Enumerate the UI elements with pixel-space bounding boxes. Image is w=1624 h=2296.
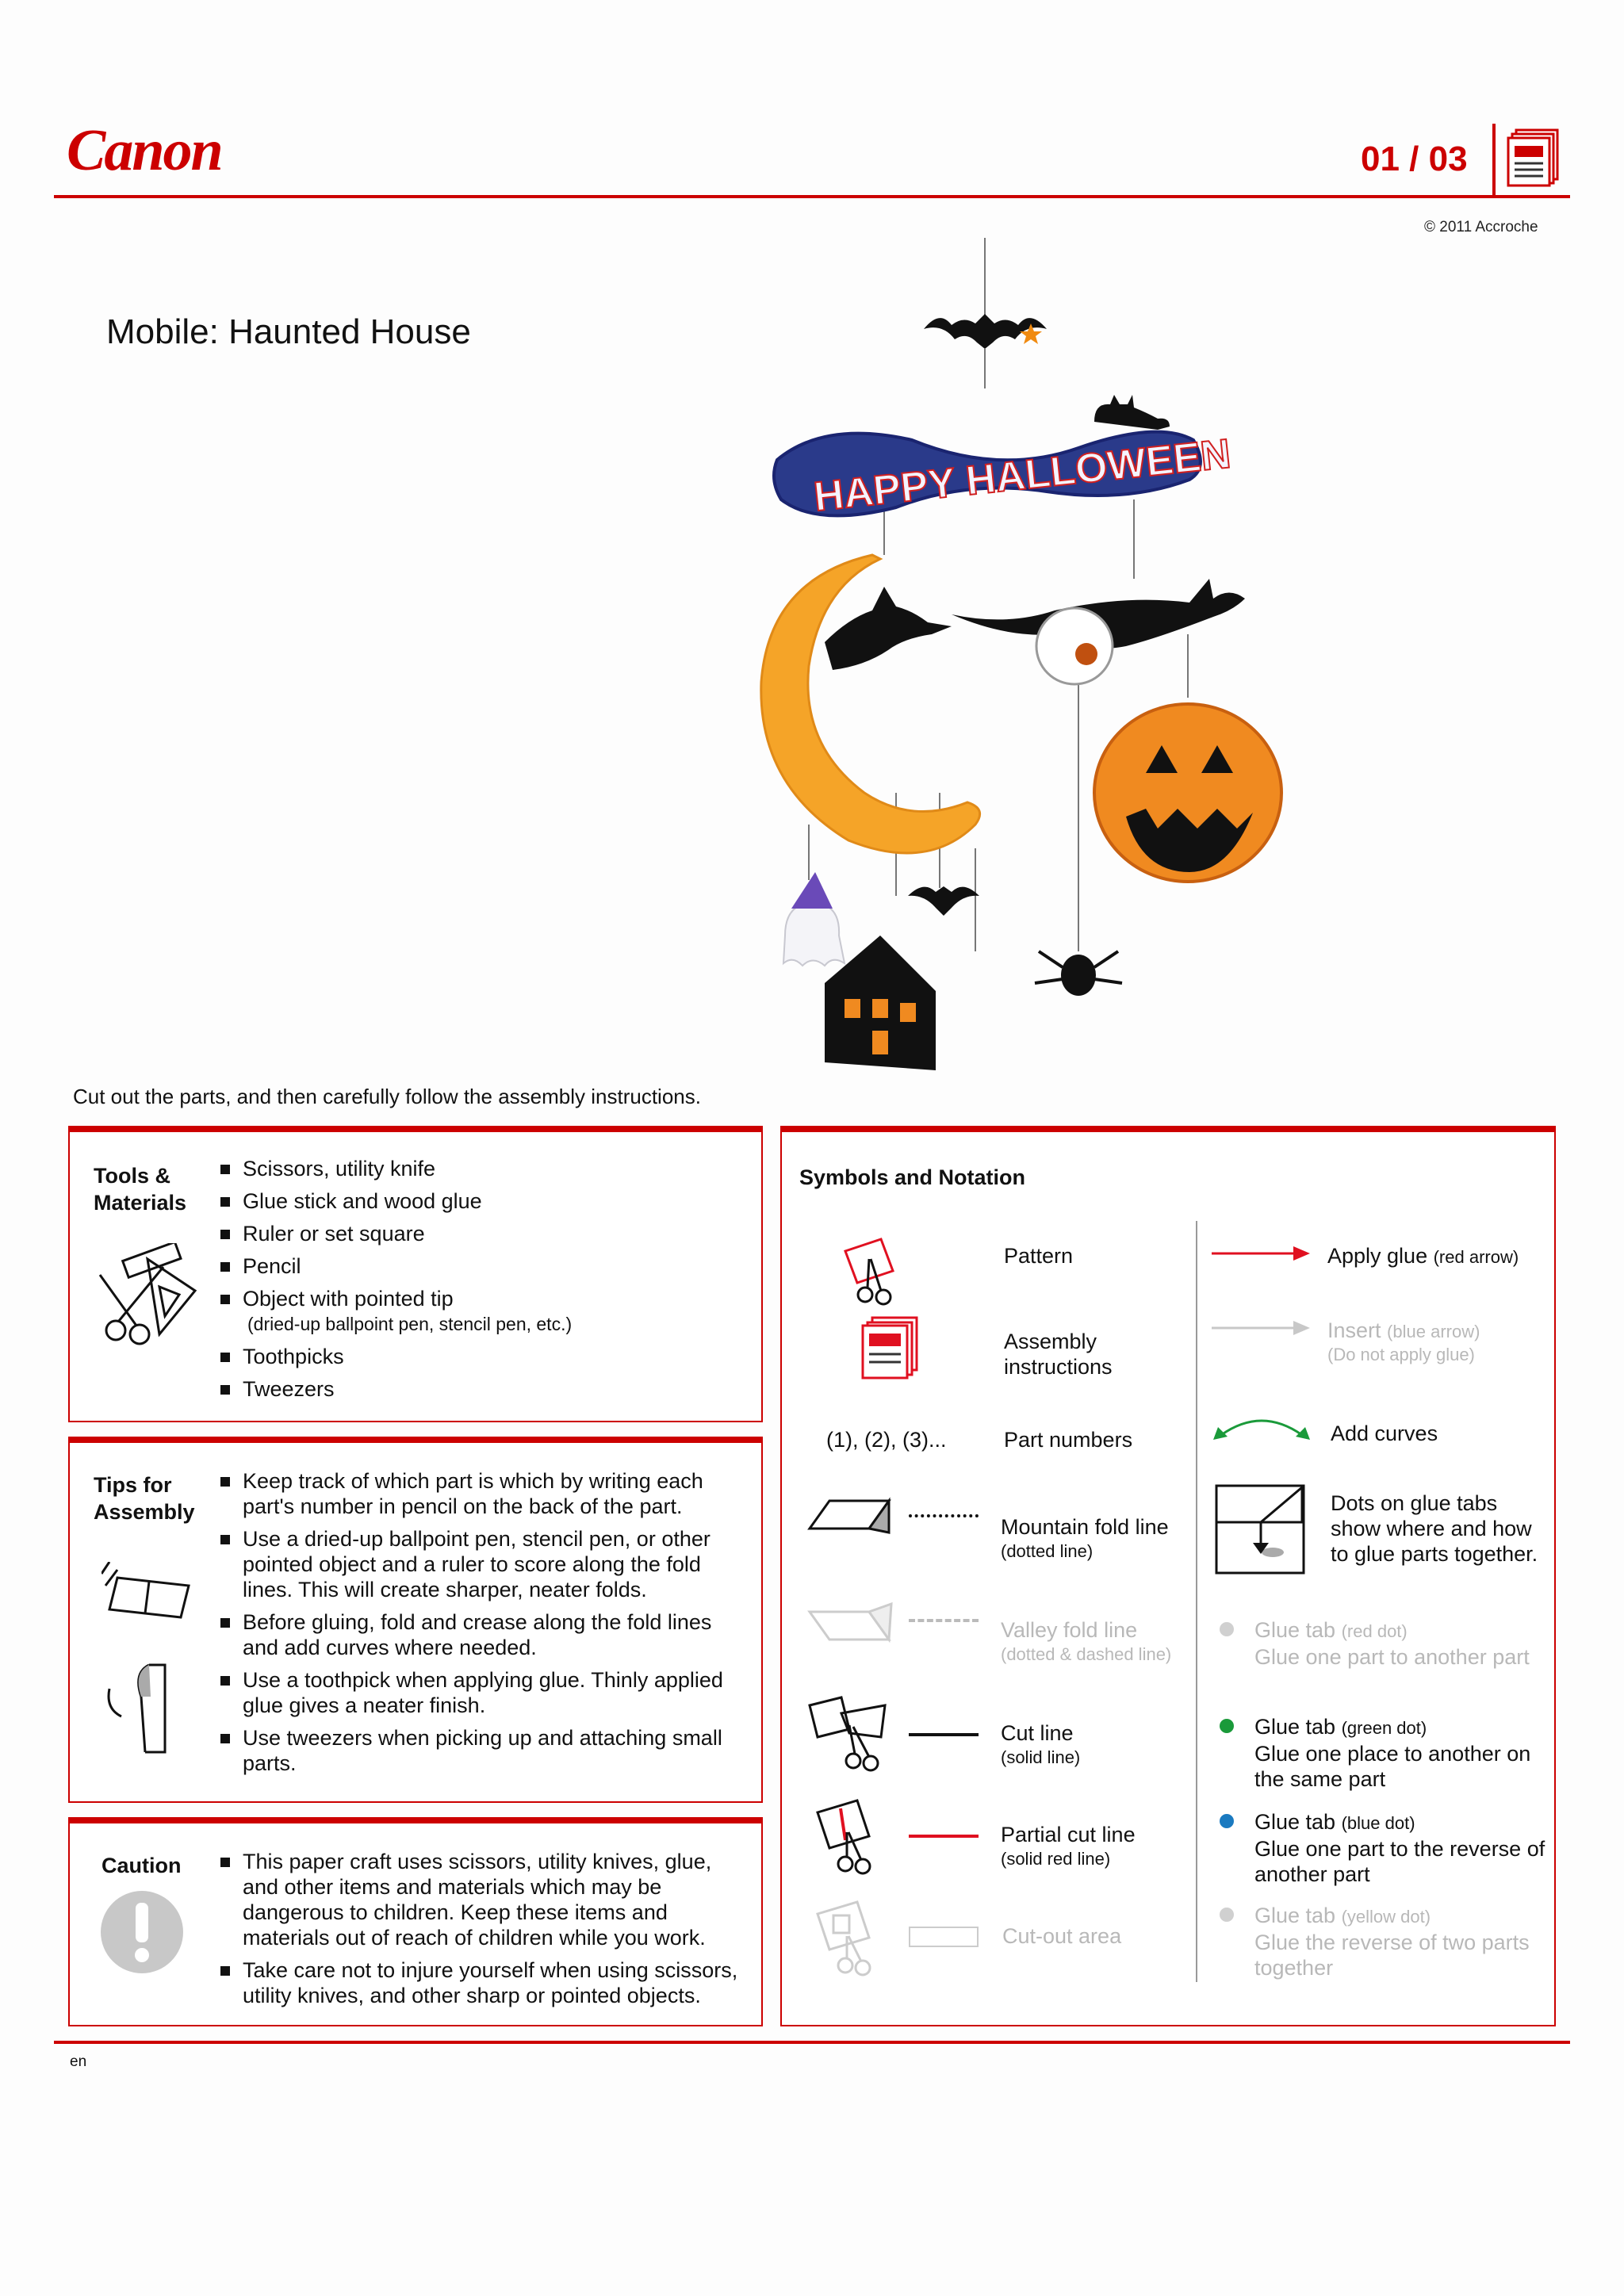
pattern-icon bbox=[837, 1235, 901, 1311]
list-item: Object with pointed tip (dried-up ballpoint pen, stencil pen, etc.) bbox=[220, 1286, 744, 1337]
symbols-heading: Symbols and Notation bbox=[799, 1165, 1026, 1189]
header-divider bbox=[1492, 124, 1496, 197]
assembly-instructions-icon[interactable] bbox=[1505, 127, 1562, 193]
mountain-fold-line bbox=[909, 1514, 979, 1517]
caution-heading: Caution bbox=[102, 1854, 182, 1877]
mountain-fold-label: Mountain fold line bbox=[1001, 1515, 1169, 1539]
insert-note: (Do not apply glue) bbox=[1327, 1345, 1475, 1364]
partial-cut-label: Partial cut line bbox=[1001, 1823, 1136, 1846]
banner-text: HAPPY HALLOWEEN bbox=[811, 430, 1233, 521]
add-curves-label: Add curves bbox=[1331, 1422, 1438, 1445]
list-item: Pencil bbox=[220, 1253, 744, 1279]
tools-materials-box bbox=[68, 1126, 763, 1422]
page-title: Mobile: Haunted House bbox=[106, 312, 471, 351]
list-item: Toothpicks bbox=[220, 1344, 744, 1369]
glue-dots-label: Dots on glue tabs show where and how to glue parts together. bbox=[1331, 1491, 1538, 1566]
list-item: This paper craft uses scissors, utility knives, glue, and other items and materials which may be dangerous to children. Keep these items and materials out of reach of children while you work. bbox=[220, 1849, 744, 1950]
cutout-label: Cut-out area bbox=[1002, 1924, 1122, 1948]
glue-tab-dots-icon bbox=[1213, 1483, 1308, 1582]
list-item: Keep track of which part is which by writing each part's number in pencil on the back of the part. bbox=[220, 1468, 744, 1519]
glue-tab-blue: Glue tab (blue dot) Glue one part to the reverse of another part bbox=[1254, 1810, 1545, 1886]
yellow-dot-icon bbox=[1220, 1908, 1234, 1922]
valley-fold-sub: (dotted & dashed line) bbox=[1001, 1644, 1172, 1664]
insert-sub: (blue arrow) bbox=[1387, 1322, 1480, 1341]
mountain-fold-sub: (dotted line) bbox=[1001, 1541, 1094, 1561]
caution-box bbox=[68, 1817, 763, 2026]
tips-list bbox=[220, 1468, 744, 1783]
list-item: Use a dried-up ballpoint pen, stencil pen, or other pointed object and a ruler to score along the fold lines. This will create sharper, neater folds. bbox=[220, 1526, 744, 1602]
list-item: Use a toothpick when applying glue. Thinly applied glue gives a neater finish. bbox=[220, 1667, 744, 1718]
list-item: Take care not to injure yourself when using scissors, utility knives, and other sharp or pointed objects. bbox=[220, 1957, 744, 2008]
blue-arrow-icon bbox=[1210, 1316, 1313, 1344]
green-dot-icon bbox=[1220, 1719, 1234, 1733]
list-item: Use tweezers when picking up and attaching small parts. bbox=[220, 1725, 744, 1776]
valley-fold-label: Valley fold line bbox=[1001, 1618, 1138, 1642]
apply-glue-label: Apply glue (red arrow) bbox=[1327, 1244, 1519, 1268]
language-code: en bbox=[70, 2053, 87, 2070]
tips-assembly-box bbox=[68, 1437, 763, 1803]
tools-heading: Tools & Materials bbox=[94, 1164, 187, 1215]
partial-cut-sub: (solid red line) bbox=[1001, 1849, 1111, 1869]
list-item: Glue stick and wood glue bbox=[220, 1188, 744, 1214]
tools-icon bbox=[84, 1243, 203, 1350]
apply-glue-sub: (red arrow) bbox=[1433, 1247, 1519, 1267]
scoring-icon bbox=[102, 1562, 197, 1629]
cutout-area-swatch bbox=[909, 1927, 979, 1947]
footer-rule bbox=[54, 2041, 1570, 2044]
list-item: Tweezers bbox=[220, 1376, 744, 1402]
tools-list bbox=[220, 1156, 744, 1409]
page-indicator: 01 / 03 bbox=[1361, 140, 1468, 178]
yellow-dot-icon-red bbox=[1220, 1622, 1234, 1636]
valley-fold-icon bbox=[806, 1600, 893, 1651]
folding-icon bbox=[102, 1649, 189, 1764]
halloween-mobile-illustration bbox=[714, 238, 1300, 1098]
insert-label: Insert (blue arrow) bbox=[1327, 1318, 1480, 1342]
glue-tab-red: Glue tab (red dot) Glue one part to another part bbox=[1254, 1618, 1530, 1669]
glue-tab-green: Glue tab (green dot) Glue one place to another on the same part bbox=[1254, 1715, 1531, 1791]
blue-dot-icon bbox=[1220, 1814, 1234, 1828]
cut-line bbox=[909, 1733, 979, 1736]
part-numbers-symbol: (1), (2), (3)... bbox=[826, 1428, 947, 1452]
exclamation-icon bbox=[98, 1888, 186, 1980]
cut-line-label: Cut line bbox=[1001, 1721, 1074, 1745]
intro-text: Cut out the parts, and then carefully follow the assembly instructions. bbox=[73, 1085, 701, 1108]
glue-tab-yellow: Glue tab (yellow dot) Glue the reverse of two parts together bbox=[1254, 1904, 1530, 1980]
partial-cut-line bbox=[909, 1835, 979, 1838]
cut-line-sub: (solid line) bbox=[1001, 1747, 1081, 1767]
assembly-label: Assembly instructions bbox=[1004, 1330, 1113, 1379]
red-arrow-icon bbox=[1210, 1242, 1313, 1269]
part-numbers-label: Part numbers bbox=[1004, 1428, 1133, 1452]
list-item: Scissors, utility knife bbox=[220, 1156, 744, 1181]
copyright: © 2011 Accroche bbox=[1424, 219, 1538, 235]
list-item: Before gluing, fold and crease along the fold lines and add curves where needed. bbox=[220, 1609, 744, 1660]
curve-arrow-icon bbox=[1210, 1408, 1313, 1448]
assembly-doc-icon bbox=[861, 1316, 921, 1383]
symbols-divider bbox=[1196, 1221, 1197, 1982]
tips-heading: Tips for Assembly bbox=[94, 1473, 195, 1524]
cut-scissors-icon bbox=[806, 1693, 893, 1777]
pattern-label: Pattern bbox=[1004, 1244, 1074, 1268]
mountain-fold-icon bbox=[806, 1497, 893, 1548]
cutout-icon bbox=[814, 1898, 885, 1981]
header-rule bbox=[54, 195, 1570, 198]
caution-list bbox=[220, 1849, 744, 2015]
symbols-box bbox=[780, 1126, 1556, 2026]
list-item: Ruler or set square bbox=[220, 1221, 744, 1246]
pointed-tip-note: (dried-up ballpoint pen, stencil pen, etc.) bbox=[247, 1314, 573, 1334]
partial-cut-icon bbox=[814, 1797, 885, 1880]
valley-fold-line bbox=[909, 1619, 979, 1622]
canon-logo: Canon bbox=[67, 118, 222, 183]
